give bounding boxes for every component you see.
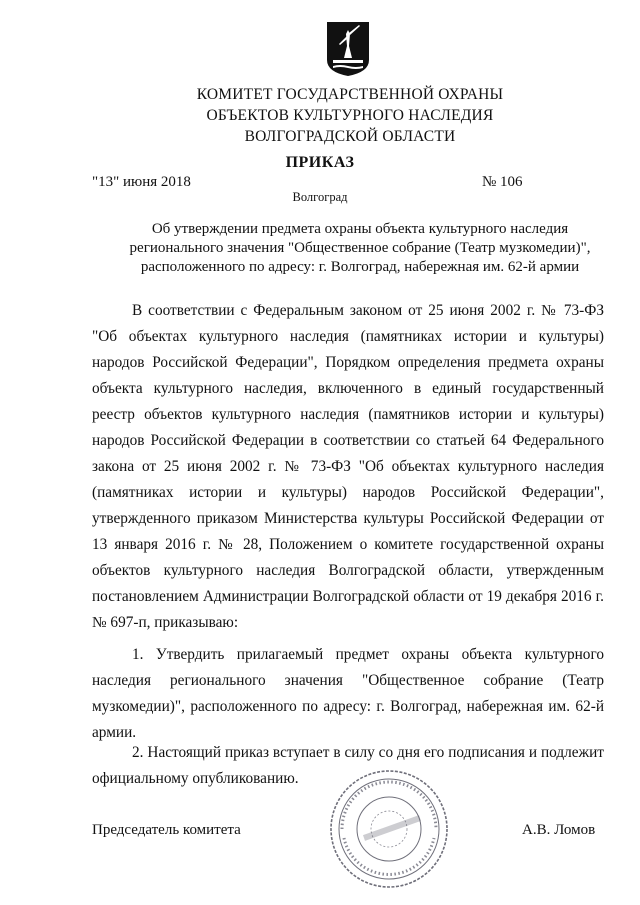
signatory-position: Председатель комитета — [92, 822, 241, 838]
order-number: № 106 — [482, 174, 523, 190]
document-title: ПРИКАЗ — [285, 154, 355, 171]
organization-header — [60, 84, 640, 147]
volgograd-emblem-icon — [325, 20, 371, 78]
order-subject — [95, 220, 625, 277]
item-1-paragraph — [92, 642, 604, 746]
order-date: "13" июня 2018 — [92, 174, 191, 190]
official-seal-icon — [328, 768, 450, 890]
org-line-2: ОБЪЕКТОВ КУЛЬТУРНОГО НАСЛЕДИЯ — [206, 107, 494, 124]
preamble-paragraph — [92, 298, 604, 636]
item-1-text: 1. Утвердить прилагаемый предмет охраны объекта культурного наследия регионального значения "Общественное собрание (Театр музкомедии)", расположенного по адресу: г. Волгоград, набережная им. 62-й армии. — [92, 646, 604, 741]
preamble-text: В соответствии с Федеральным законом от 25 июня 2002 г. № 73-ФЗ "Об объектах культурного наследия (памятниках истории и культуры) народов Российской Федерации", Порядком определения предмета охраны объекта культурного наследия, включенного в единый государственный реестр объектов культурного наследия (памятников истории и культуры) народов Российской Федерации в соответствии со статьей 64 Федерального закона от 25 июня 2002 г. № 73-ФЗ "Об объектах культурного наследия (памятниках истории и культуры) народов Российской Федерации", утвержденного приказом Министерства культуры Российской Федерации от 13 января 2016 г. № 28, Положением о комитете государственной охраны объектов культурного наследия Волгоградской области, утвержденным постановлением Администрации Волгоградской области от 19 декабря 2016 г. № 697-п, приказываю: — [92, 302, 604, 631]
item-2-text: 2. Настоящий приказ вступает в силу со дня его подписания и подлежит официальному опубликованию. — [92, 744, 604, 787]
org-line-1: КОМИТЕТ ГОСУДАРСТВЕННОЙ ОХРАНЫ — [196, 86, 504, 103]
subject-line-2: регионального значения "Общественное собрание (Театр музкомедии)", — [129, 240, 591, 256]
org-line-3: ВОЛГОГРАДСКОЙ ОБЛАСТИ — [244, 128, 456, 145]
signatory-name: А.В. Ломов — [522, 822, 596, 838]
subject-line-1: Об утверждении предмета охраны объекта культурного наследия — [151, 221, 569, 237]
order-city: Волгоград — [292, 190, 348, 204]
subject-line-3: расположенного по адресу: г. Волгоград, набережная им. 62-й армии — [140, 259, 580, 275]
